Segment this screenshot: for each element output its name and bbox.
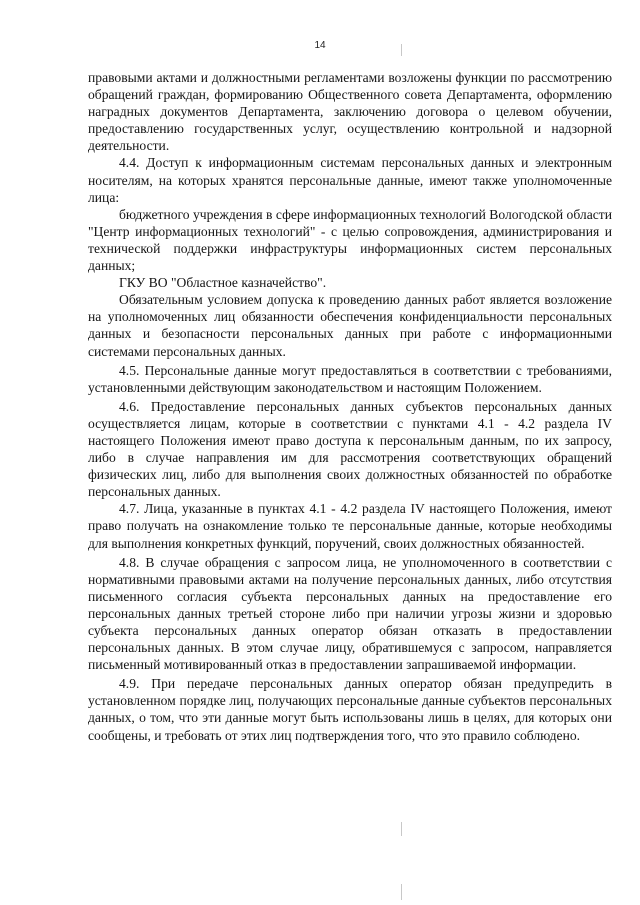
paragraph-4-8: 4.8. В случае обращения с запросом лица, не уполномоченного в соответствии с нормативными правовыми актами на получение персональных данных, либо отсутствия письменного согласия субъекта персональных данных на предоставление его персональных данных третьей стороне либо при наличии угрозы жизни и здоровью субъекта персональных данных оператор обязан отказать в предоставлении персональных данных. В этом случае лицу, обратившемуся с запросом, направляется письменный мотивированный отказ в предоставлении запрашиваемой информации. xyxy=(88,554,612,673)
page-number: 14 xyxy=(314,40,326,51)
document-body xyxy=(88,69,612,744)
paragraph-4-6: 4.6. Предоставление персональных данных субъектов персональных данных осуществляется лицам, которые в соответствии с пунктами 4.1 - 4.2 раздела IV настоящего Положения имеют право доступа к персональным данным, по их запросу, либо в случае направления им для рассмотрения соответствующих обращений физических лиц, либо для выполнения своих должностных обязанностей по обработке персональных данных. xyxy=(88,398,612,500)
paragraph-4-4-item-a: бюджетного учреждения в сфере информационных технологий Вологодской области "Центр информационных технологий" - с целью сопровождения, администрирования и технической поддержки инфраструктуры информационных систем персональных данных; xyxy=(88,206,612,274)
scan-fold-mark-middle xyxy=(401,822,402,836)
scan-fold-mark-bottom xyxy=(401,884,402,900)
paragraph-continuation: правовыми актами и должностными регламентами возложены функции по рассмотрению обращений граждан, формированию Общественного совета Департамента, оформлению наградных документов Департамента, заключению договора о целевом обучении, предоставлению государственных услуг, осуществлению контрольной и надзорной деятельности. xyxy=(88,70,612,154)
paragraph-4-5: 4.5. Персональные данные могут предоставляться в соответствии с требованиями, установленными действующим законодательством и настоящим Положением. xyxy=(88,362,612,395)
paragraph-4-4: 4.4. Доступ к информационным системам персональных данных и электронным носителям, на которых хранятся персональные данные, имеют также уполномоченные лица: xyxy=(88,155,612,205)
paragraph-4-4-condition: Обязательным условием допуска к проведению данных работ является возложение на уполномоченных лиц обязанности обеспечения конфиденциальности персональных данных и безопасности персональных данных при работе с информационными системами персональных данных. xyxy=(88,292,612,359)
scan-fold-mark-top xyxy=(401,44,402,56)
paragraph-4-4-item-b: ГКУ ВО "Областное казначейство". xyxy=(119,275,327,291)
paragraph-4-7: 4.7. Лица, указанные в пунктах 4.1 - 4.2 раздела IV настоящего Положения, имеют право получать на ознакомление только те персональные данные, которые необходимы для выполнения конкретных функций, поручений, своих должностных обязанностей. xyxy=(88,501,612,551)
paragraph-4-9: 4.9. При передаче персональных данных оператор обязан предупредить в установленном порядке лиц, получающих персональные данные субъектов персональных данных, о том, что эти данные могут быть использованы лишь в целях, для которых они сообщены, и требовать от этих лиц подтверждения того, что это правило соблюдено. xyxy=(88,676,612,743)
